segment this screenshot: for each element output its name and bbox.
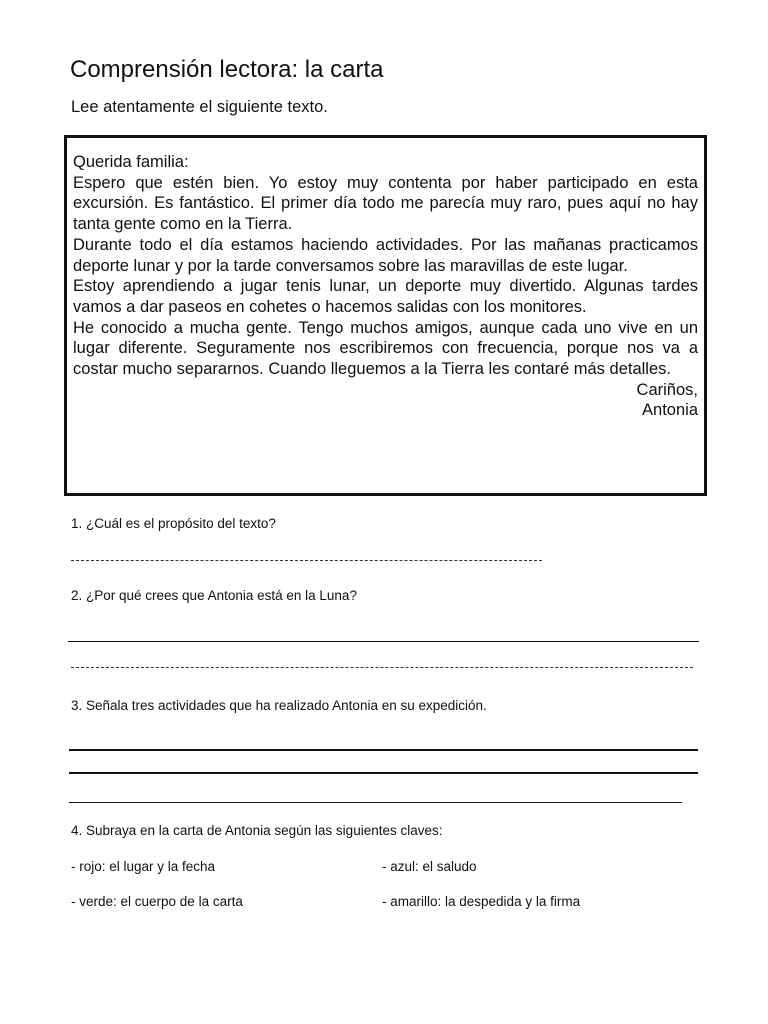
letter-closing: Cariños, — [636, 380, 698, 399]
letter-paragraph-2: Durante todo el día estamos haciendo actividades. Por las mañanas practicamos deporte lunar y por la tarde conversamos sobre las maravillas de este lugar. — [73, 235, 698, 275]
letter-text — [73, 152, 698, 421]
instruction-text: Lee atentamente el siguiente texto. — [71, 98, 328, 116]
key-yellow: - amarillo: la despedida y la firma — [382, 894, 581, 909]
answer-line-2b — [71, 667, 693, 668]
question-4: 4. Subraya en la carta de Antonia según las siguientes claves: — [71, 823, 443, 838]
answer-line-3c — [69, 802, 682, 803]
key-green: - verde: el cuerpo de la carta — [71, 894, 243, 909]
letter-box — [64, 135, 707, 496]
answer-line-1 — [71, 560, 542, 561]
letter-paragraph-3: Estoy aprendiendo a jugar tenis lunar, un deporte muy divertido. Algunas tardes vamos a dar paseos en cohetes o hacemos salidas con los monitores. — [73, 277, 698, 316]
letter-paragraph-1: Espero que estén bien. Yo estoy muy contenta por haber participado en esta excursión. Es fantástico. El primer día todo me parecía muy raro, pues aquí no hay tanta gente como en la Tierra. — [73, 173, 698, 234]
key-blue: - azul: el saludo — [382, 859, 477, 874]
answer-line-3a — [69, 749, 698, 751]
question-1: 1. ¿Cuál es el propósito del texto? — [71, 516, 276, 531]
letter-paragraph-4: He conocido a mucha gente. Tengo muchos amigos, aunque cada uno vive en un lugar diferente. Seguramente nos escribiremos con frecuencia, porque nos va a costar mucho separarnos. Cuando lleguemos a la Tierra les contaré más detalles. — [73, 318, 698, 379]
question-2: 2. ¿Por qué crees que Antonia está en la Luna? — [71, 588, 357, 603]
answer-line-3b — [69, 772, 698, 774]
letter-greeting: Querida familia: — [73, 153, 189, 171]
answer-line-2a — [68, 641, 699, 642]
question-3: 3. Señala tres actividades que ha realizado Antonia en su expedición. — [71, 698, 487, 713]
key-red: - rojo: el lugar y la fecha — [71, 859, 216, 874]
page-title: Comprensión lectora: la carta — [70, 56, 384, 83]
letter-signature: Antonia — [642, 401, 698, 420]
